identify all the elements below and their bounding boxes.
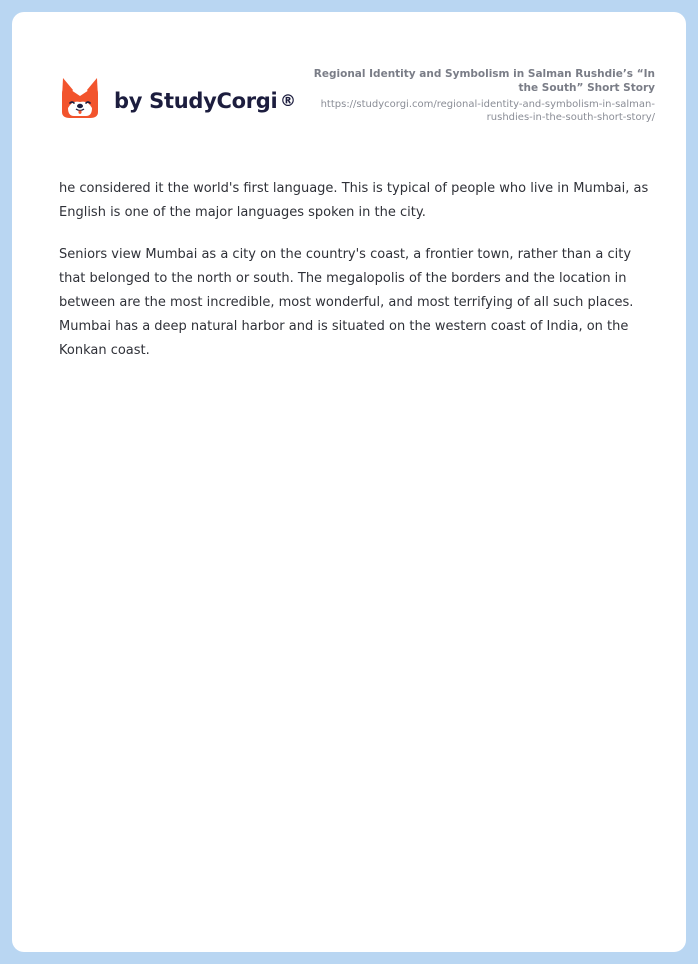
paragraph: Seniors view Mumbai as a city on the country's coast, a frontier town, rather than a city that belonged to the north or south. The megalopolis of the borders and the location in between are the most incredible, most wonderful, and most terrifying of all such places. Mumbai has a deep natural harbor and is situated on the western coast of India, on the Konkan coast. <box>59 247 634 358</box>
logo-text: by StudyCorgi <box>114 89 278 113</box>
page-header <box>12 12 686 152</box>
document-meta <box>305 67 655 124</box>
document-url[interactable]: https://studycorgi.com/regional-identity-and-symbolism-in-salman-rushdies-in-the-south-short-story/ <box>320 99 655 123</box>
registered-mark: ® <box>280 91 296 110</box>
corgi-icon <box>60 76 100 120</box>
document-page <box>12 12 686 952</box>
studycorgi-logo[interactable] <box>60 76 296 120</box>
paragraph: he considered it the world's first language. This is typical of people who live in Mumbai, as English is one of the major languages spoken in the city. <box>59 181 649 220</box>
document-body <box>59 177 649 381</box>
document-title: Regional Identity and Symbolism in Salman Rushdie’s “In the South” Short Story <box>313 68 655 94</box>
